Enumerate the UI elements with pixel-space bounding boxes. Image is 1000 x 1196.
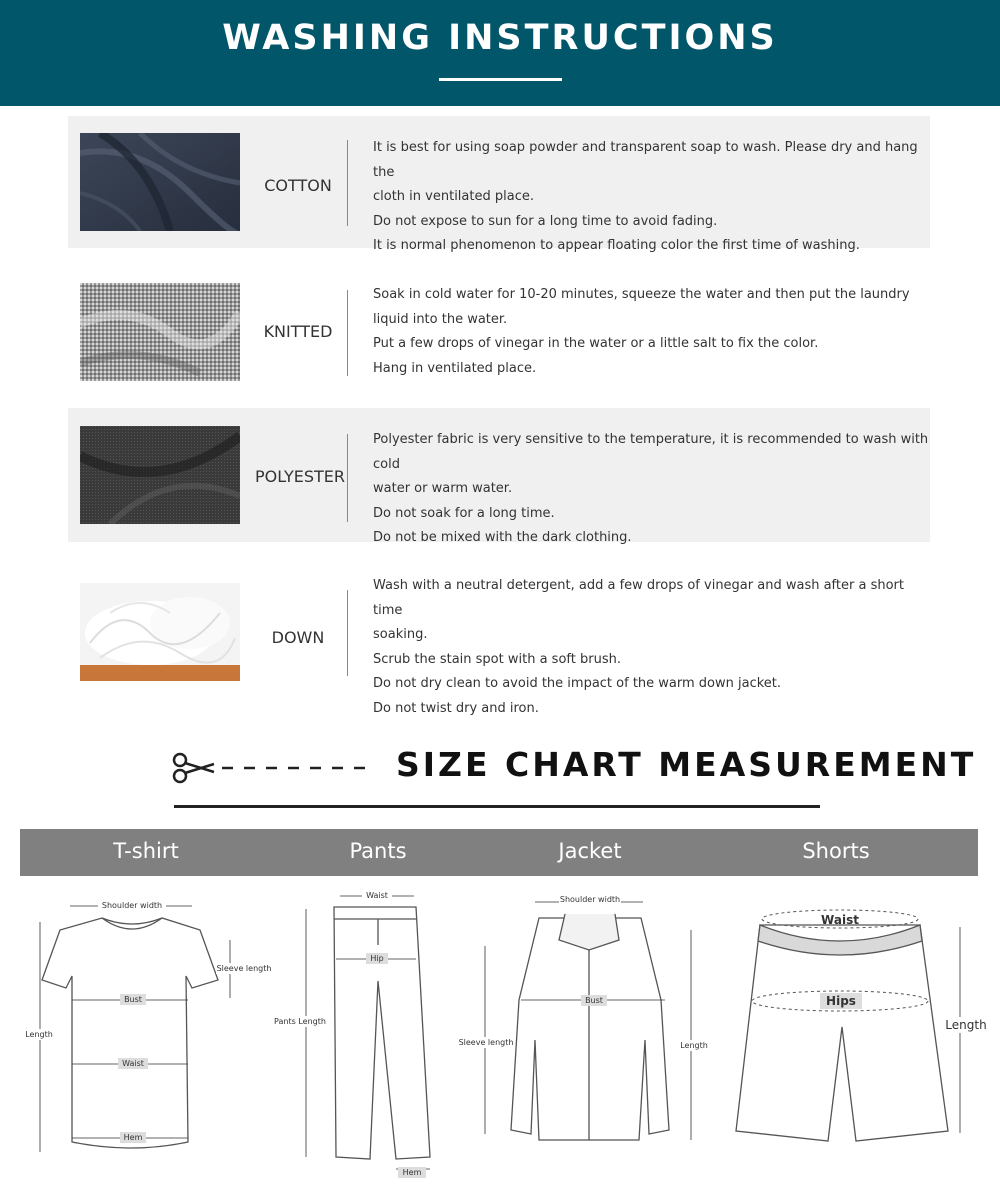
divider (347, 590, 348, 676)
fabric-name: POLYESTER (254, 467, 346, 486)
instruction-line: Hang in ventilated place. (373, 360, 537, 376)
tshirt-sleeve-label: Sleeve length (216, 964, 272, 973)
instruction-line: Do not dry clean to avoid the impact of the warm down jacket. (373, 676, 782, 691)
jacket-diagram (455, 890, 725, 1160)
instruction-line: Soak in cold water for 10-20 minutes, squeeze the water and then put the laundry (373, 287, 910, 302)
tshirt-length-label: Length (25, 1030, 53, 1039)
instruction-line: Do not expose to sun for a long time to avoid fading. (373, 213, 718, 229)
tshirt-diagram (20, 890, 280, 1160)
category-tshirt: T-shirt (113, 839, 179, 863)
fabric-name: COTTON (264, 176, 332, 195)
polyester-fabric-image (80, 426, 240, 524)
jacket-sleeve-label: Sleeve length (458, 1038, 514, 1047)
tshirt-bust-label: Bust (124, 995, 142, 1004)
jacket-shoulder-label: Shoulder width (559, 895, 621, 904)
category-pants: Pants (349, 839, 407, 863)
instruction-line: Put a few drops of vinegar in the water or a little salt to fix the color. (373, 336, 819, 351)
instruction-line: soaking. (373, 627, 428, 642)
fabric-name: DOWN (271, 628, 325, 647)
instruction-line: water or warm water. (373, 481, 513, 496)
pants-hem-label: Hem (402, 1168, 422, 1177)
scissors-icon (172, 750, 372, 786)
shorts-length-label: Length (945, 1018, 987, 1032)
cotton-fabric-image (80, 133, 240, 231)
instruction-line: Scrub the stain spot with a soft brush. (373, 651, 621, 667)
jacket-bust-label: Bust (585, 996, 603, 1005)
fabric-instructions (373, 574, 928, 721)
instruction-line: It is normal phenomenon to appear floating color the first time of washing. (373, 238, 860, 253)
instruction-line: Do not soak for a long time. (373, 505, 555, 521)
fabric-instructions (373, 136, 928, 259)
fabric-row-polyester (68, 408, 930, 545)
header-banner (0, 0, 1000, 106)
divider (347, 434, 348, 522)
category-bar (20, 829, 978, 876)
category-jacket: Jacket (558, 839, 622, 863)
pants-length-label: Pants Length (274, 1017, 326, 1026)
shorts-diagram (730, 895, 996, 1155)
instruction-line: Do not twist dry and iron. (373, 700, 539, 716)
pants-waist-label: Waist (366, 891, 388, 900)
title-underline (439, 78, 562, 81)
tshirt-hem-label: Hem (123, 1133, 143, 1142)
tshirt-waist-label: Waist (122, 1059, 144, 1068)
instruction-line: Do not be mixed with the dark clothing. (373, 530, 632, 545)
size-chart-underline (174, 805, 820, 808)
jacket-length-label: Length (680, 1041, 708, 1050)
instruction-line: cloth in ventilated place. (373, 189, 534, 204)
instruction-line: Polyester fabric is very sensitive to the temperature, it is recommended to wash with cold (373, 432, 929, 472)
fabric-row-knitted (68, 264, 930, 396)
fabric-instructions (373, 428, 933, 551)
fabric-row-down (68, 560, 930, 716)
fabric-name: KNITTED (263, 322, 333, 341)
size-chart-title: SIZE CHART MEASUREMENT (396, 745, 977, 784)
down-fabric-image (80, 583, 240, 681)
category-shorts: Shorts (802, 839, 870, 863)
instruction-line: Wash with a neutral detergent, add a few drops of vinegar and wash after a short time (373, 578, 904, 618)
knitted-fabric-image (80, 283, 240, 381)
page-title: WASHING INSTRUCTIONS (222, 18, 778, 58)
divider (347, 140, 348, 226)
shorts-hips-label: Hips (826, 994, 856, 1008)
tshirt-shoulder-label: Shoulder width (101, 901, 163, 910)
divider (347, 290, 348, 376)
fabric-instructions (373, 283, 928, 381)
pants-diagram (270, 885, 450, 1185)
instruction-line: It is best for using soap powder and transparent soap to wash. Please dry and hang the (373, 140, 918, 180)
fabric-row-cotton (68, 116, 930, 253)
instruction-line: liquid into the water. (373, 311, 508, 327)
shorts-waist-label: Waist (821, 913, 859, 927)
pants-hip-label: Hip (370, 954, 384, 963)
